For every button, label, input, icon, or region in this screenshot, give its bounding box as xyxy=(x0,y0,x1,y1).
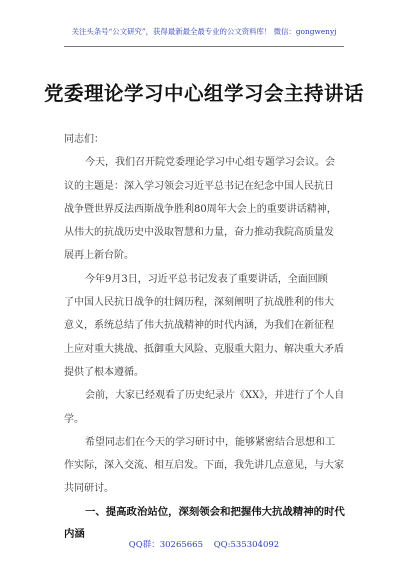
paragraph-line: 共同研讨。 xyxy=(64,483,114,495)
paragraph-line: 上应对重大挑战、抵御重大风险、克服重大阻力、解决重大矛盾 xyxy=(64,343,344,355)
paragraph-line: 战争暨世界反法西斯战争胜利80周年大会上的重要讲话精神， xyxy=(64,203,337,215)
paragraph-line: 学。 xyxy=(64,413,84,425)
paragraph-line: 议的主题是：深入学习领会习近平总书记在纪念中国人民抗日 xyxy=(64,180,334,192)
document-body xyxy=(64,128,350,545)
paragraph-line: 今天，我们召开院党委理论学习中心组专题学习会议。会 xyxy=(85,157,335,169)
header-divider xyxy=(64,46,344,47)
section-heading-continued: 内涵 xyxy=(64,527,85,540)
paragraph-line: 作实际，深入交流、相互启发。下面，我先讲几点意见，与大家 xyxy=(64,460,344,472)
paragraph-line: 希望同志们在今天的学习研讨中，能够紧密结合思想和工 xyxy=(85,436,335,448)
paragraph-line: 展再上新台阶。 xyxy=(64,250,134,262)
document-title: 党委理论学习中心组学习会主持讲话 xyxy=(43,82,364,105)
paragraph-line: 会前，大家已经观看了历史纪录片《XX》，并进行了个人自 xyxy=(85,390,345,402)
paragraph-line: 了中国人民抗日战争的壮阔历程，深刻阐明了抗战胜利的伟大 xyxy=(64,297,334,309)
paragraph-line: 从伟大的抗战历史中汲取智慧和力量，奋力推动我院高质量发 xyxy=(64,227,334,239)
footer-qq: QQ:535304092 xyxy=(213,540,280,550)
salutation: 同志们： xyxy=(64,134,104,145)
header-banner: 关注头条号“公文研究”，获得最新最全最专业的公文资料库！ 微信：gongwenyj xyxy=(71,27,337,36)
paragraph-line: 今年9月3日，习近平总书记发表了重要讲话，全面回顾 xyxy=(85,273,328,285)
paragraph-line: 提供了根本遵循。 xyxy=(64,366,144,378)
paragraph-line: 意义，系统总结了伟大抗战精神的时代内涵，为我们在新征程 xyxy=(64,320,334,332)
footer-contact xyxy=(0,538,408,550)
footer-qq-group: QQ群：30265665 xyxy=(128,540,203,550)
section-heading: 一、提高政治站位，深刻领会和把握伟大抗战精神的时代 xyxy=(85,505,345,518)
